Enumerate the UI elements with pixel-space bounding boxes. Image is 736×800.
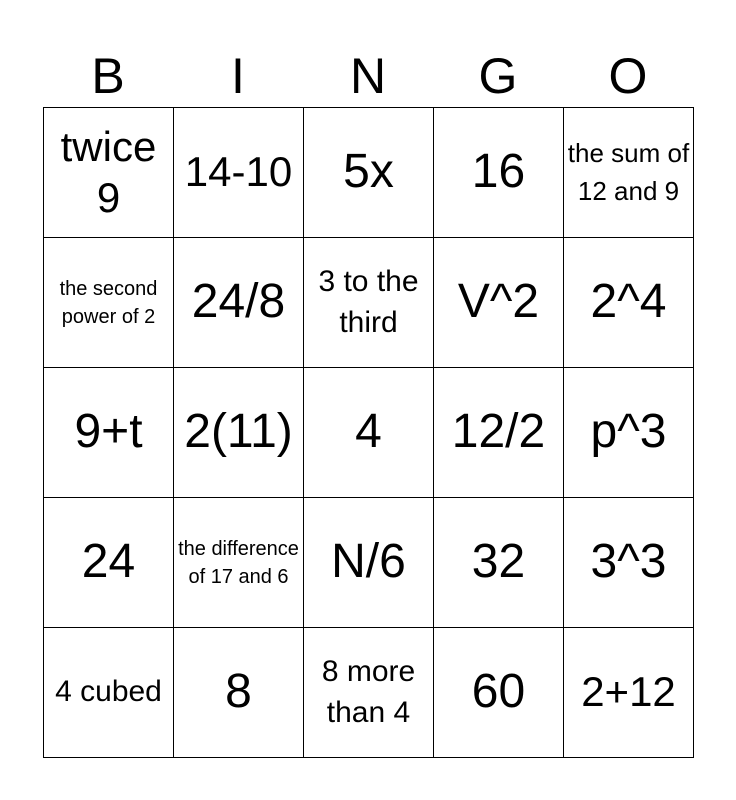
bingo-cell[interactable] — [44, 238, 174, 368]
cell-text: 3^3 — [590, 535, 667, 589]
cell-text: 2^4 — [590, 275, 667, 329]
cell-text: 16 — [471, 145, 526, 199]
bingo-cell[interactable] — [434, 628, 564, 758]
header-letter-n: N — [349, 48, 387, 104]
bingo-cell[interactable] — [174, 108, 304, 238]
bingo-cell[interactable] — [304, 498, 434, 628]
header-letter-o: O — [608, 48, 648, 104]
bingo-cell[interactable] — [44, 368, 174, 498]
cell-text: 32 — [471, 535, 526, 589]
bingo-cell[interactable] — [174, 498, 304, 628]
cell-text: 24/8 — [191, 275, 286, 329]
bingo-cell[interactable] — [174, 368, 304, 498]
bingo-cell[interactable] — [564, 498, 694, 628]
cell-text: V^2 — [457, 275, 540, 329]
bingo-cell[interactable] — [564, 108, 694, 238]
cell-text: p^3 — [590, 405, 667, 459]
cell-text: 2(11) — [184, 405, 293, 459]
cell-text: 60 — [471, 665, 526, 719]
bingo-cell[interactable] — [304, 628, 434, 758]
bingo-cell[interactable] — [44, 498, 174, 628]
cell-text: the sum of 12 and 9 — [567, 137, 690, 206]
bingo-cell[interactable] — [434, 368, 564, 498]
bingo-cell[interactable] — [564, 368, 694, 498]
cell-text: 2+12 — [581, 668, 676, 716]
cell-text: 14-10 — [184, 148, 293, 196]
bingo-cell[interactable] — [434, 108, 564, 238]
bingo-cell[interactable] — [174, 628, 304, 758]
cell-text: N/6 — [331, 535, 406, 589]
cell-text: the second power of 2 — [59, 277, 158, 328]
bingo-cell[interactable] — [174, 238, 304, 368]
cell-text: 4 — [355, 405, 382, 459]
cell-text: 8 more than 4 — [321, 655, 416, 729]
bingo-header — [43, 44, 693, 108]
bingo-cell[interactable] — [304, 368, 434, 498]
cell-text: 3 to the third — [318, 265, 419, 339]
cell-text: 12/2 — [451, 405, 546, 459]
bingo-cell[interactable] — [434, 238, 564, 368]
header-letter-i: I — [231, 48, 245, 104]
cell-text: 24 — [81, 535, 136, 589]
cell-text: twice 9 — [60, 123, 157, 221]
bingo-cell[interactable] — [304, 108, 434, 238]
cell-text: 4 cubed — [55, 675, 162, 709]
cell-text: 5x — [343, 145, 394, 199]
cell-text: 9+t — [74, 405, 143, 459]
bingo-cell[interactable] — [564, 238, 694, 368]
bingo-cell[interactable] — [44, 108, 174, 238]
header-letter-g: G — [478, 48, 518, 104]
bingo-cell[interactable] — [434, 498, 564, 628]
bingo-cell[interactable] — [44, 628, 174, 758]
cell-text: the difference of 17 and 6 — [178, 537, 299, 588]
bingo-cell[interactable] — [564, 628, 694, 758]
bingo-cell[interactable] — [304, 238, 434, 368]
bingo-board — [43, 107, 694, 758]
header-letter-b: B — [91, 48, 125, 104]
cell-text: 8 — [225, 665, 252, 719]
